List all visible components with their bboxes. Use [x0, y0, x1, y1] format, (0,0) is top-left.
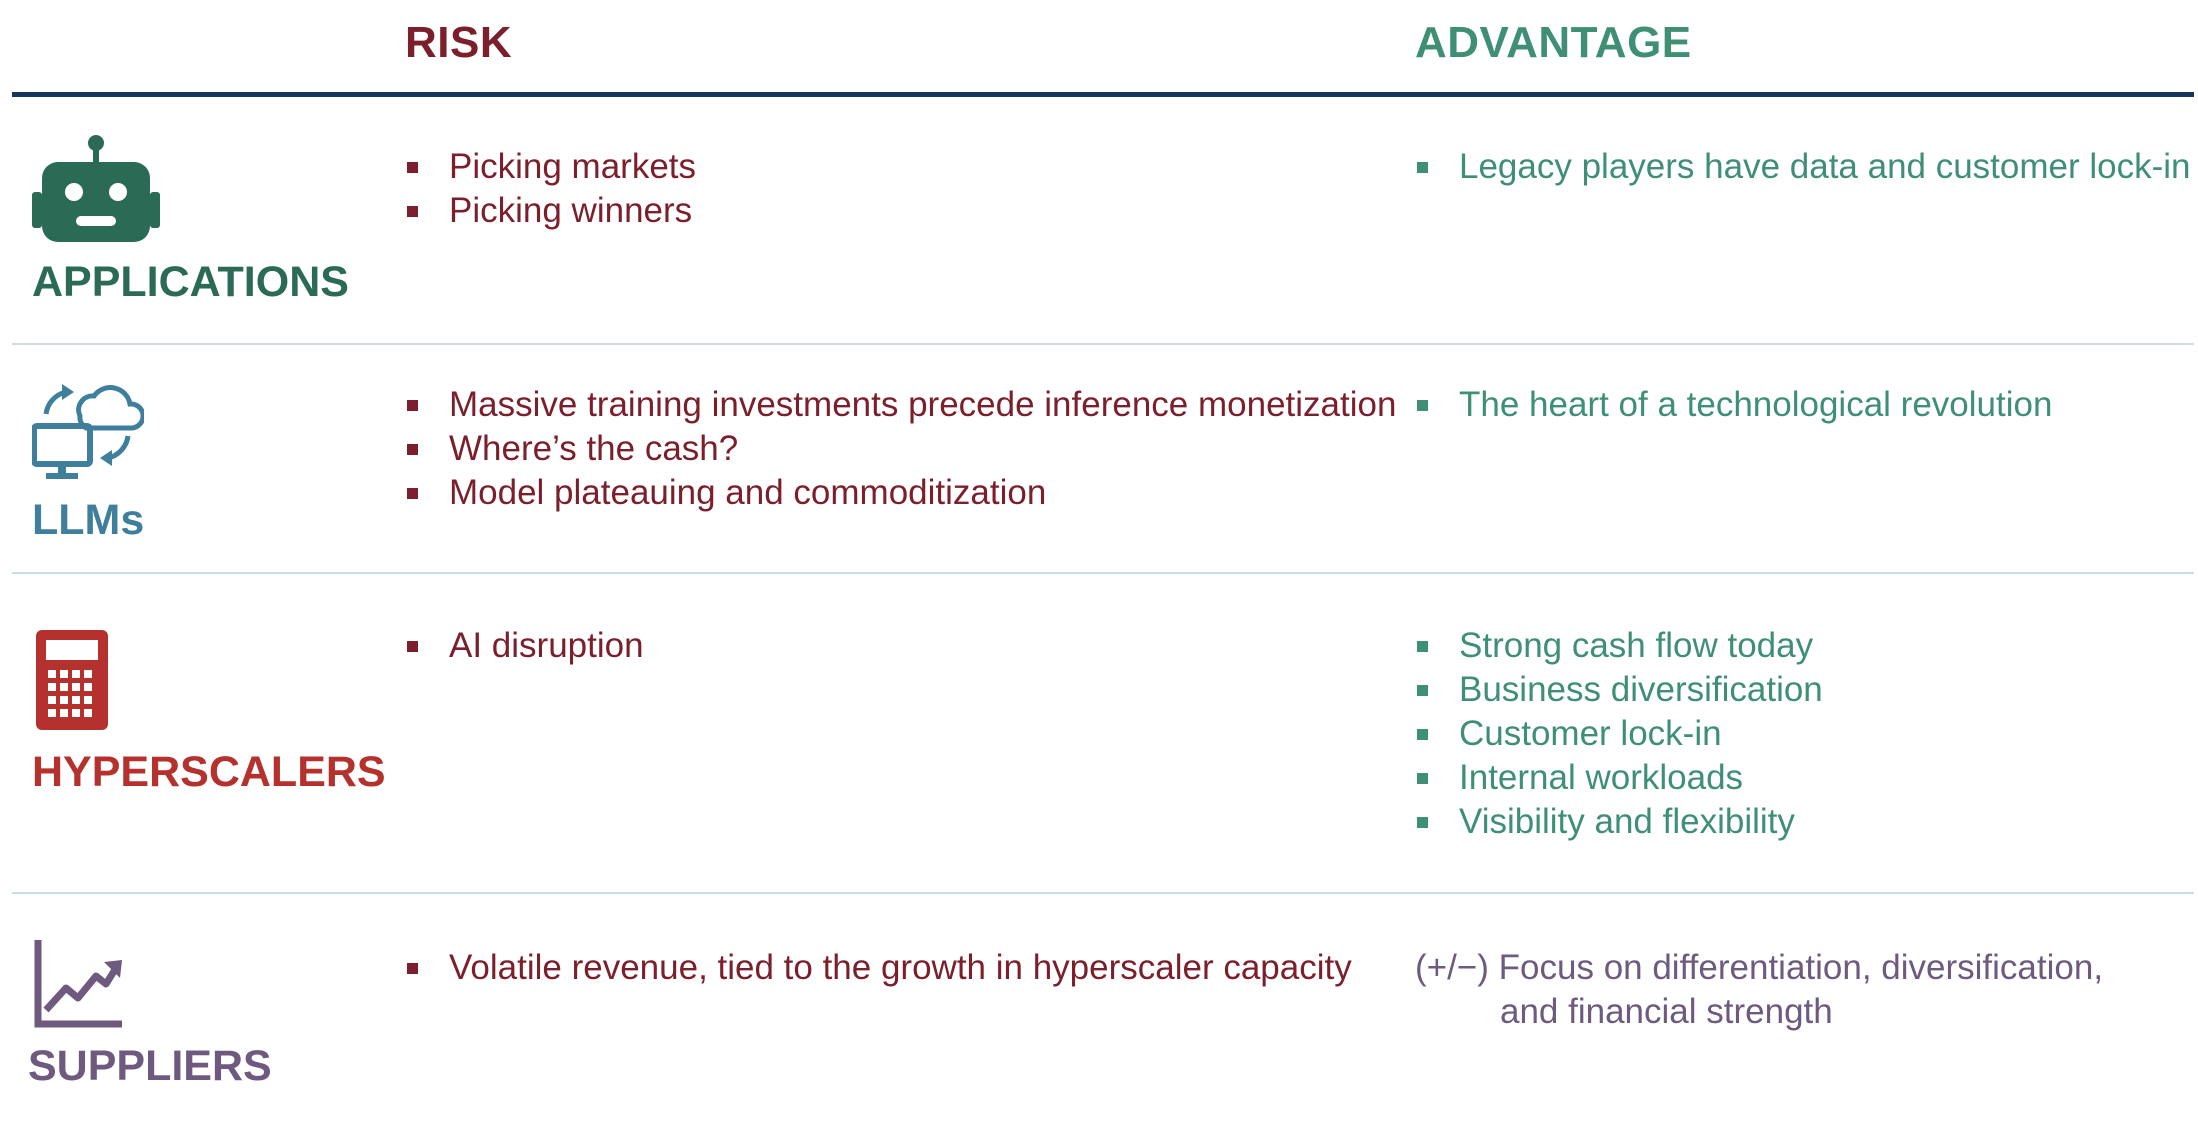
mixed-prefix: (+/−)	[1415, 948, 1489, 987]
list-item: Picking markets	[405, 145, 696, 189]
risk-list-applications	[405, 145, 696, 233]
list-item: AI disruption	[405, 624, 644, 668]
advantage-list-llms	[1415, 383, 2052, 427]
risk-column-header: RISK	[405, 18, 513, 67]
header-divider	[12, 92, 2194, 97]
row-label-applications: APPLICATIONS	[32, 258, 349, 306]
calculator-icon	[36, 630, 108, 730]
list-item: Volatile revenue, tied to the growth in hyperscaler capacity	[405, 946, 1352, 990]
list-item: Model plateauing and commoditization	[405, 471, 1396, 515]
row-label-suppliers: SUPPLIERS	[28, 1042, 272, 1090]
row-divider	[12, 572, 2194, 574]
list-item: Strong cash flow today	[1415, 624, 1823, 668]
cloud-sync-monitor-icon	[32, 376, 144, 482]
mixed-line-1: Focus on differentiation, diversification,	[1498, 948, 2104, 987]
row-divider	[12, 343, 2194, 345]
risk-list-suppliers	[405, 946, 1352, 990]
mixed-line-2: and financial strength	[1500, 992, 1833, 1031]
risk-list-llms	[405, 383, 1396, 515]
list-item: Customer lock-in	[1415, 712, 1823, 756]
list-item: Massive training investments precede inference monetization	[405, 383, 1396, 427]
list-item: Business diversification	[1415, 668, 1823, 712]
row-label-hyperscalers: HYPERSCALERS	[32, 748, 386, 796]
list-item: Visibility and flexibility	[1415, 800, 1823, 844]
growth-chart-icon	[34, 940, 126, 1028]
row-label-llms: LLMs	[32, 496, 145, 544]
advantage-list-hyperscalers	[1415, 624, 1823, 844]
risk-list-hyperscalers	[405, 624, 644, 668]
list-item: The heart of a technological revolution	[1415, 383, 2052, 427]
advantage-mixed-suppliers	[1415, 946, 2103, 1034]
row-divider	[12, 892, 2194, 894]
list-item: Internal workloads	[1415, 756, 1823, 800]
list-item: Legacy players have data and customer lock-in	[1415, 145, 2191, 189]
robot-icon	[32, 134, 160, 244]
list-item: Picking winners	[405, 189, 696, 233]
advantage-list-applications	[1415, 145, 2191, 189]
list-item: Where’s the cash?	[405, 427, 1396, 471]
advantage-column-header: ADVANTAGE	[1415, 18, 1692, 67]
